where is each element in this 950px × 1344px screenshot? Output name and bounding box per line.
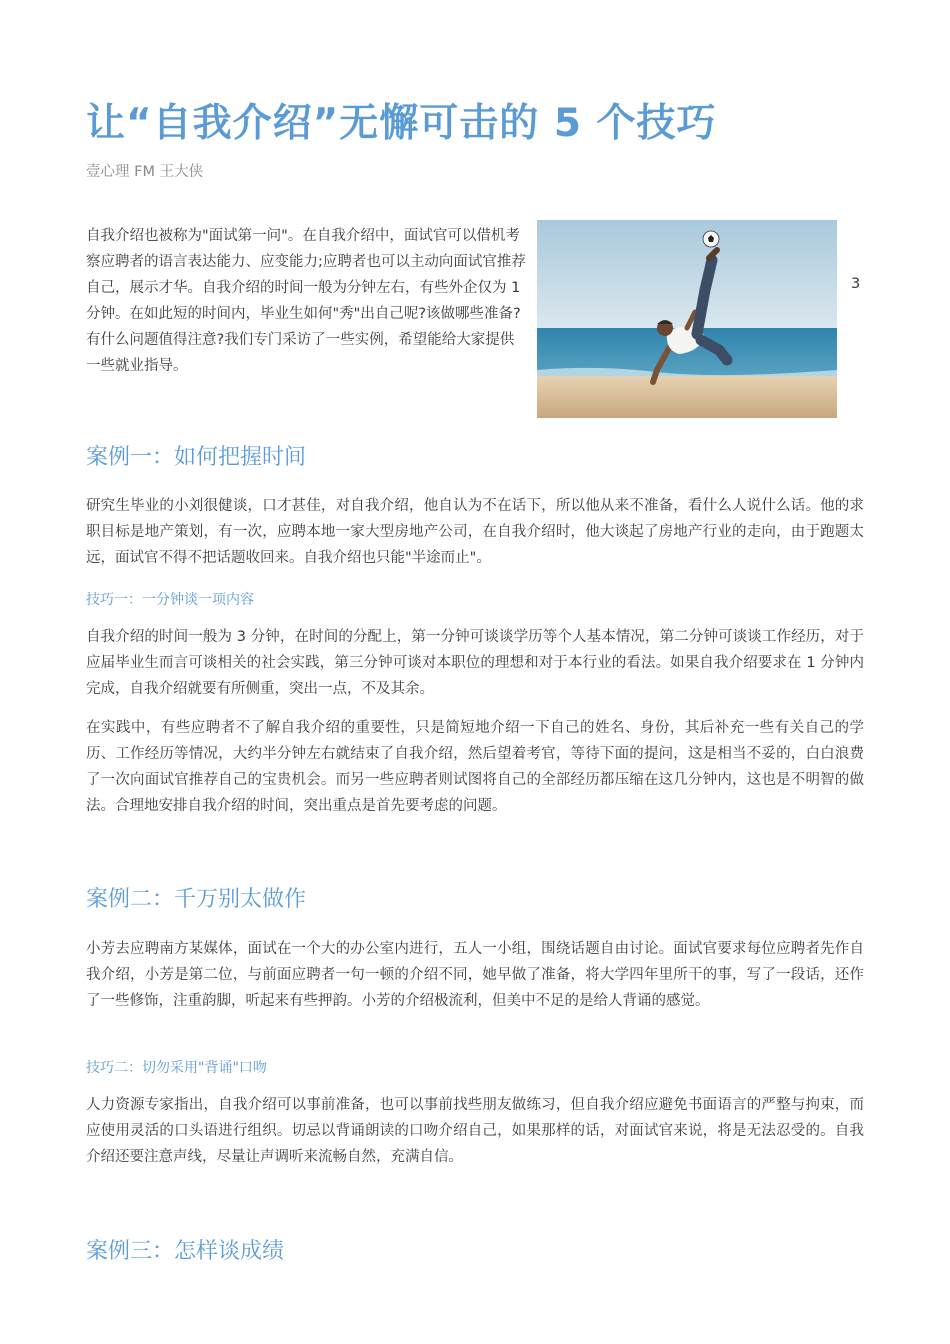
beach-football-photo (537, 220, 837, 418)
photo-illustration (537, 220, 837, 418)
section-heading-case-1: 案例一：如何把握时间 (86, 445, 307, 470)
tip-2-paragraph-1: 人力资源专家指出，自我介绍可以事前准备，也可以事前找些朋友做练习，但自我介绍应避免书面语言的严整与拘束，而应使用灵活的口头语进行组织。切忌以背诵朗读的口吻介绍自己，如果那样的话，对面试官来说，将是无法忍受的。自我介绍还要注意声线，尽量让声调听来流畅自然，充满自信。 (86, 1097, 864, 1165)
sand (537, 376, 837, 418)
football-icon (703, 231, 719, 247)
case-2-paragraph: 小芳去应聘南方某媒体，面试在一个大的办公室内进行，五人一小组，围绕话题自由讨论。面试官要求每位应聘者先作自我介绍，小芳是第二位，与前面应聘者一句一顿的介绍不同，她早做了准备，将大学四年里所干的事，写了一段话，还作了一些修饰，注重韵脚，听起来有些押韵。小芳的介绍极流利，但美中不足的是给人背诵的感觉。 (86, 941, 864, 1009)
author-line: 壹心理 FM 王大侠 (86, 164, 204, 180)
page-number: 3 (851, 276, 861, 292)
section-heading-case-2: 案例二：千万别太做作 (86, 887, 307, 912)
page-title: 让“自我介绍”无懈可击的 5 个技巧 (86, 101, 717, 146)
tip-1-paragraph-2: 在实践中，有些应聘者不了解自我介绍的重要性，只是简短地介绍一下自己的姓名、身份，其后补充一些有关自己的学历、工作经历等情况，大约半分钟左右就结束了自我介绍，然后望着考官，等待下面的提问，这是相当不妥的，白白浪费了一次向面试官推荐自己的宝贵机会。而另一些应聘者则试图将自己的全部经历都压缩在这几分钟内，这也是不明智的做法。合理地安排自我介绍的时间，突出重点是首先要考虑的问题。 (86, 720, 864, 814)
intro-paragraph: 自我介绍也被称为"面试第一问"。在自我介绍中，面试官可以借机考察应聘者的语言表达能力、应变能力;应聘者也可以主动向面试官推荐自己，展示才华。自我介绍的时间一般为分钟左右，有些外企仅为 1 分钟。在如此短的时间内，毕业生如何"秀"出自己呢?该做哪些准备?有什么问题值得注意?我们专门采访了一些实例，希望能给大家提供一些就业指导。 (86, 228, 526, 374)
tip-2-heading: 技巧二：切勿采用"背诵"口吻 (86, 1060, 267, 1076)
tip-1-paragraph-1: 自我介绍的时间一般为 3 分钟，在时间的分配上，第一分钟可谈谈学历等个人基本情况，第二分钟可谈谈工作经历，对于应届毕业生而言可谈相关的社会实践，第三分钟可谈对本职位的理想和对于本行业的看法。如果自我介绍要求在 1 分钟内完成，自我介绍就要有所侧重，突出一点，不及其余。 (86, 629, 864, 697)
sky (537, 220, 837, 330)
case-1-paragraph: 研究生毕业的小刘很健谈，口才甚佳，对自我介绍，他自认为不在话下，所以他从来不准备，看什么人说什么话。他的求职目标是地产策划，有一次，应聘本地一家大型房地产公司，在自我介绍时，他大谈起了房地产行业的走向，由于跑题太远，面试官不得不把话题收回来。自我介绍也只能"半途而止"。 (86, 498, 864, 566)
section-heading-case-3: 案例三：怎样谈成绩 (86, 1239, 285, 1264)
tip-1-heading: 技巧一：一分钟谈一项内容 (86, 592, 254, 608)
